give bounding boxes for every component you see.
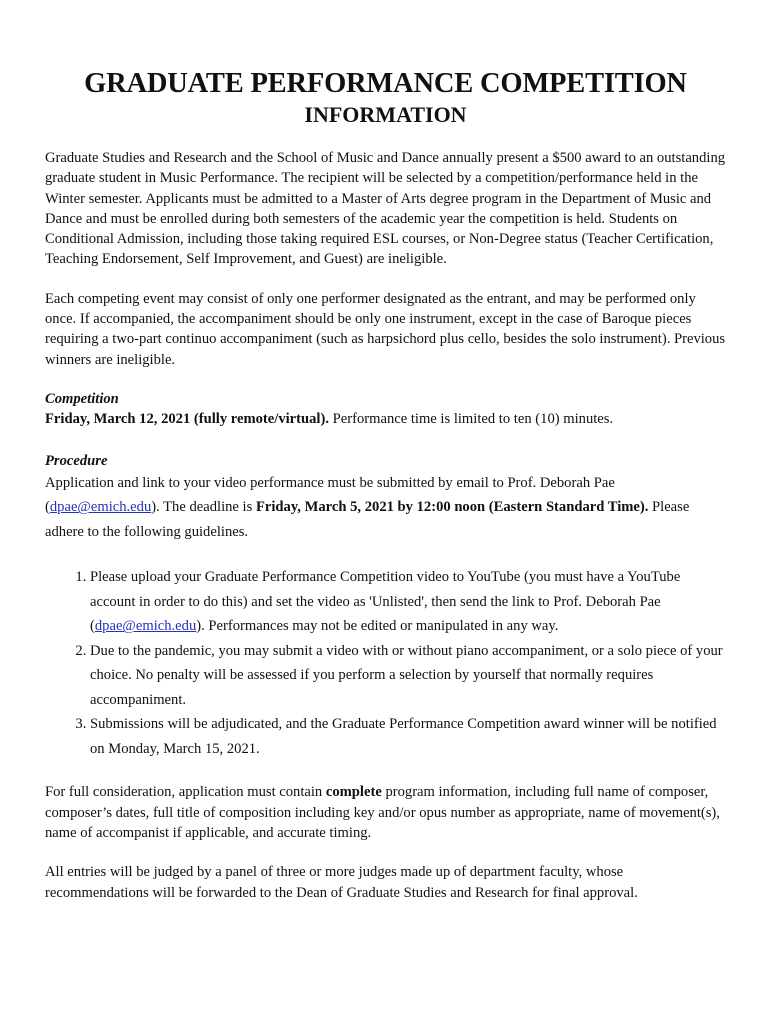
competition-paragraph [45,409,726,429]
guidelines-list [45,565,726,761]
procedure-text-c: Please adhere to the following guidelines. [45,499,690,540]
competition-heading: Competition [45,390,119,407]
competition-time-limit: Performance time is limited to ten (10) minutes. [329,411,614,428]
complete-emphasis: complete [325,784,382,801]
procedure-heading: Procedure [45,452,108,469]
judging-paragraph: All entries will be judged by a panel of three or more judges made up of department faculty, whose recommendations will be forwarded to the Dean of Graduate Studies and Research for final approval. [45,864,638,901]
guideline-1-text-b: ). Performances may not be edited or manipulated in any way. [196,618,559,635]
event-rules-paragraph: Each competing event may consist of only one performer designated as the entrant, and may be performed only once. If accompanied, the accompaniment should be only one instrument, except in the case of Baroque pieces requiring a two-part continuo accompaniment (such as harpsichord plus cello, besides the solo instrument). Previous winners are ineligible. [45,290,726,368]
guideline-item: 3. Submissions will be adjudicated, and the Graduate Performance Competition award winner will be notified on Monday, March 15, 2021. [90,712,726,761]
email-link[interactable]: dpae@emich.edu [94,618,197,635]
page-title: GRADUATE PERFORMANCE COMPETITION [84,68,687,99]
competition-date: Friday, March 12, 2021 (fully remote/virtual). [45,411,329,428]
page-subtitle: INFORMATION [304,102,467,127]
email-link[interactable]: dpae@emich.edu [49,499,152,516]
intro-paragraph: Graduate Studies and Research and the School of Music and Dance annually present a $500 award to an outstanding graduate student in Music Performance. The recipient will be selected by a competition/performance held in the Winter semester. Applicants must be admitted to a Master of Arts degree program in the Department of Music and Dance and must be enrolled during both semesters of the academic year the competition is held. Students on Conditional Admission, including those taking required ESL courses, or Non-Degree status (Teacher Certification, Teaching Endorsement, Self Improvement, and Guest) are ineligible. [45,150,726,268]
procedure-paragraph [45,471,726,545]
procedure-text-a: Application and link to your video performance must be submitted by email to Prof. Deborah Pae ( [45,474,615,516]
full-consideration-text-b: program information, including full name of composer, composer’s dates, full title of composition including key and/or opus number as appropriate, name of movement(s), name of accompanist if applicable, and accurate timing. [45,784,720,841]
deadline: Friday, March 5, 2021 by 12:00 noon (Eastern Standard Time). [255,499,649,516]
guideline-item: 2. Due to the pandemic, you may submit a video with or without piano accompaniment, or a solo piece of your choice. No penalty will be assessed if you perform a selection by yourself that normally requires accompaniment. [90,639,726,713]
full-consideration-text-a: For full consideration, application must contain [45,784,326,801]
guideline-item [90,565,726,639]
full-consideration-paragraph [45,782,726,843]
guideline-1-text-a: Please upload your Graduate Performance Competition video to YouTube (you must have a YouTube account in order to do this) and set the video as 'Unlisted', then send the link to Prof. Deborah Pae ( [90,569,681,635]
procedure-text-b: ). The deadline is [151,499,256,516]
